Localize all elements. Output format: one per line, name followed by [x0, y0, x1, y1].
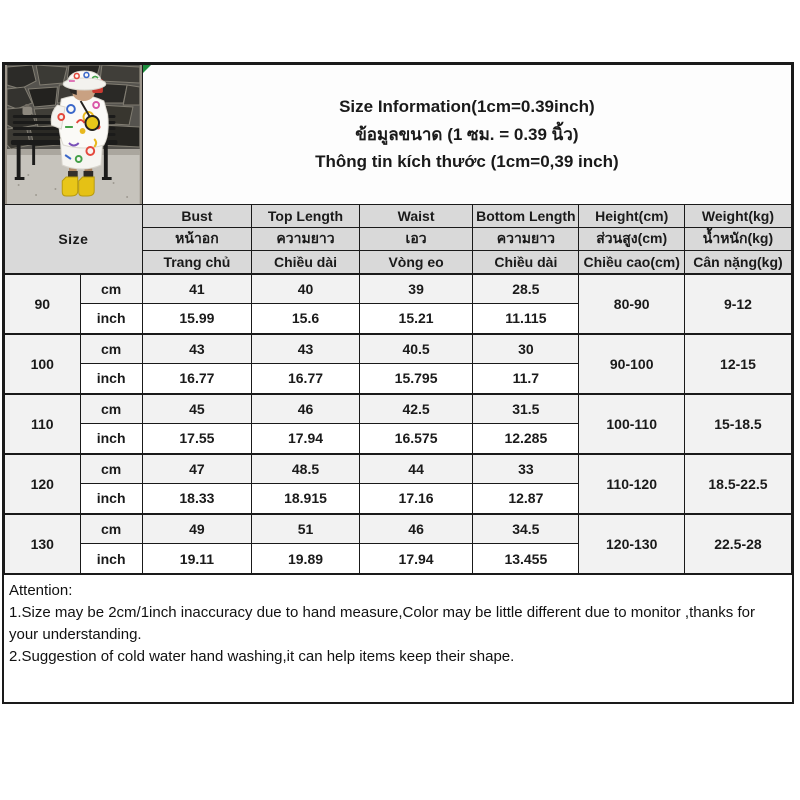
header-top-length-en: Top Length: [252, 205, 360, 228]
title-row: [5, 65, 792, 205]
measurement-cell: 17.55: [142, 424, 251, 454]
measurement-cell: 43: [142, 334, 251, 364]
size-cell: 90: [5, 274, 81, 334]
weight-range-cell: 22.5-28: [684, 514, 791, 574]
header-bottom-length-vi: Chiều dài: [473, 251, 579, 274]
size-cell: 130: [5, 514, 81, 574]
measurement-cell: 33: [473, 454, 579, 484]
attention-line-2: 2.Suggestion of cold water hand washing,it can help items keep their shape.: [9, 648, 515, 666]
header-weight-th: น้ำหนัก(kg): [684, 228, 791, 251]
size-table: [4, 64, 792, 574]
measurement-cell: 15.6: [252, 304, 360, 334]
measurement-cell: 44: [359, 454, 472, 484]
header-top-length-th: ความยาว: [252, 228, 360, 251]
header-bottom-length-en: Bottom Length: [473, 205, 579, 228]
unit-cell-inch: inch: [80, 544, 142, 574]
height-range-cell: 80-90: [579, 274, 684, 334]
size-cell: 100: [5, 334, 81, 394]
unit-cell-inch: inch: [80, 424, 142, 454]
unit-cell-cm: cm: [80, 274, 142, 304]
header-height-vi: Chiều cao(cm): [579, 251, 684, 274]
title-en: Size Information(1cm=0.39inch): [339, 97, 595, 117]
measurement-cell: 46: [359, 514, 472, 544]
header-waist-th: เอว: [359, 228, 472, 251]
header-weight-vi: Cân nặng(kg): [684, 251, 791, 274]
size-cell: 110: [5, 394, 81, 454]
title-cell: [142, 65, 791, 205]
size-chart-sheet: [2, 62, 794, 704]
measurement-cell: 17.94: [252, 424, 360, 454]
product-photo-cell: [5, 65, 143, 205]
measurement-cell: 19.89: [252, 544, 360, 574]
measurement-cell: 48.5: [252, 454, 360, 484]
header-bust-vi: Trang chủ: [142, 251, 251, 274]
measurement-cell: 43: [252, 334, 360, 364]
header-bust-th: หน้าอก: [142, 228, 251, 251]
measurement-cell: 17.16: [359, 484, 472, 514]
measurement-cell: 46: [252, 394, 360, 424]
unit-cell-cm: cm: [80, 334, 142, 364]
unit-cell-cm: cm: [80, 394, 142, 424]
measurement-cell: 11.115: [473, 304, 579, 334]
measurement-cell: 16.77: [142, 364, 251, 394]
measurement-cell: 15.795: [359, 364, 472, 394]
header-weight-en: Weight(kg): [684, 205, 791, 228]
measurement-cell: 39: [359, 274, 472, 304]
header-height-th: ส่วนสูง(cm): [579, 228, 684, 251]
measurement-cell: 11.7: [473, 364, 579, 394]
measurement-cell: 45: [142, 394, 251, 424]
measurement-cell: 16.575: [359, 424, 472, 454]
weight-range-cell: 12-15: [684, 334, 791, 394]
size-cell: 120: [5, 454, 81, 514]
height-range-cell: 110-120: [579, 454, 684, 514]
measurement-cell: 31.5: [473, 394, 579, 424]
unit-cell-inch: inch: [80, 484, 142, 514]
measurement-cell: 18.915: [252, 484, 360, 514]
unit-cell-inch: inch: [80, 364, 142, 394]
measurement-cell: 16.77: [252, 364, 360, 394]
weight-range-cell: 18.5-22.5: [684, 454, 791, 514]
measurement-cell: 13.455: [473, 544, 579, 574]
cell-corner-marker-icon: [143, 65, 151, 73]
measurement-cell: 51: [252, 514, 360, 544]
header-top-length-vi: Chiều dài: [252, 251, 360, 274]
row-120-cm: [5, 454, 792, 484]
height-range-cell: 90-100: [579, 334, 684, 394]
height-range-cell: 100-110: [579, 394, 684, 454]
header-bottom-length-th: ความยาว: [473, 228, 579, 251]
measurement-cell: 18.33: [142, 484, 251, 514]
measurement-cell: 49: [142, 514, 251, 544]
header-row-en: [5, 205, 792, 228]
unit-cell-inch: inch: [80, 304, 142, 334]
measurement-cell: 40: [252, 274, 360, 304]
unit-cell-cm: cm: [80, 454, 142, 484]
row-110-cm: [5, 394, 792, 424]
measurement-cell: 17.94: [359, 544, 472, 574]
height-range-cell: 120-130: [579, 514, 684, 574]
attention-line-1: 1.Size may be 2cm/1inch inaccuracy due to hand measure,Color may be little different due to monitor ,thanks for your understanding.: [9, 604, 755, 644]
weight-range-cell: 9-12: [684, 274, 791, 334]
measurement-cell: 41: [142, 274, 251, 304]
measurement-cell: 34.5: [473, 514, 579, 544]
size-column-header: Size: [5, 205, 143, 274]
product-photo: [7, 65, 140, 204]
measurement-cell: 15.21: [359, 304, 472, 334]
weight-range-cell: 15-18.5: [684, 394, 791, 454]
row-130-cm: [5, 514, 792, 544]
measurement-cell: 42.5: [359, 394, 472, 424]
measurement-cell: 28.5: [473, 274, 579, 304]
header-height-en: Height(cm): [579, 205, 684, 228]
measurement-cell: 12.87: [473, 484, 579, 514]
measurement-cell: 12.285: [473, 424, 579, 454]
measurement-cell: 40.5: [359, 334, 472, 364]
measurement-cell: 30: [473, 334, 579, 364]
measurement-cell: 47: [142, 454, 251, 484]
measurement-cell: 19.11: [142, 544, 251, 574]
attention-note: [4, 574, 792, 702]
attention-heading: Attention:: [9, 582, 73, 599]
header-bust-en: Bust: [142, 205, 251, 228]
header-waist-en: Waist: [359, 205, 472, 228]
title-vi: Thông tin kích thước (1cm=0,39 inch): [315, 152, 619, 172]
unit-cell-cm: cm: [80, 514, 142, 544]
row-90-cm: [5, 274, 792, 304]
header-waist-vi: Vòng eo: [359, 251, 472, 274]
title-th: ข้อมูลขนาด (1 ซม. = 0.39 นิ้ว): [355, 124, 579, 144]
measurement-cell: 15.99: [142, 304, 251, 334]
row-100-cm: [5, 334, 792, 364]
